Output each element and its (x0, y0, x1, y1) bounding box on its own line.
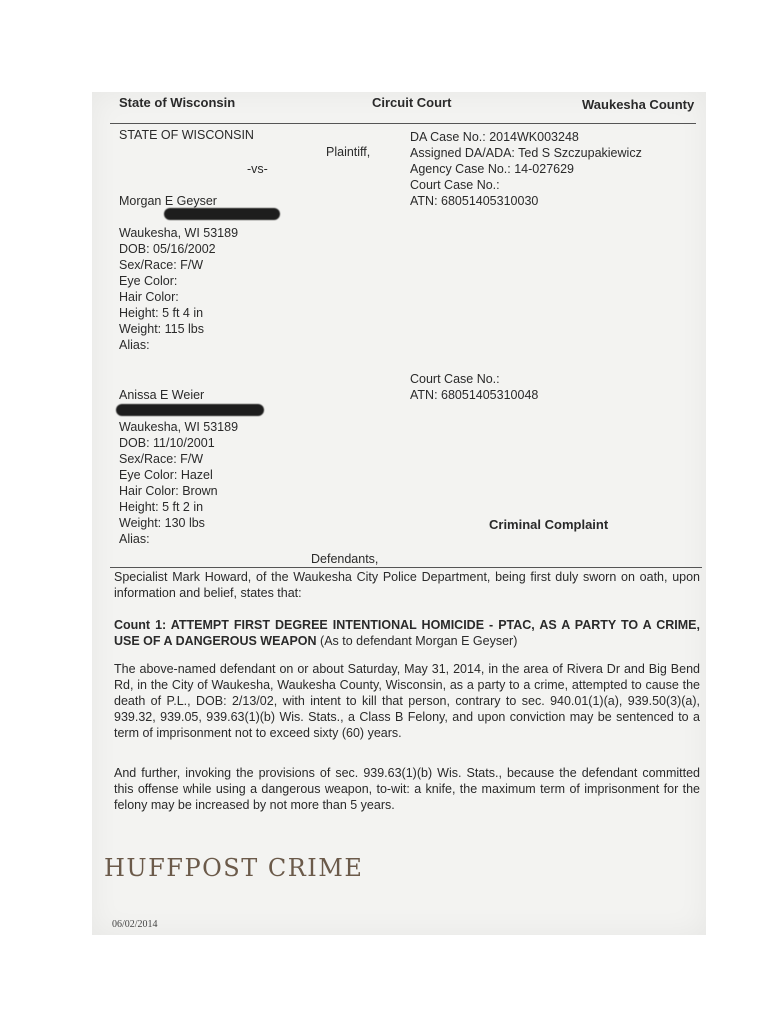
assigned-da: Assigned DA/ADA: Ted S Szczupakiewicz (410, 146, 642, 160)
footer-date: 06/02/2014 (112, 919, 158, 930)
defendant1-hair: Hair Color: (119, 290, 179, 304)
header-county: Waukesha County (582, 97, 695, 112)
defendant1-dob: DOB: 05/16/2002 (119, 242, 216, 256)
defendant1-name: Morgan E Geyser (119, 194, 217, 208)
count1-defendant-note: (As to defendant Morgan E Geyser) (320, 634, 518, 648)
count1-paragraph-2: And further, invoking the provisions of sec. 939.63(1)(b) Wis. Stats., because the defendant committed this offense while using a dangerous weapon, to-wit: a knife, the maximum term of imprisonment for the felony may be increased by not more than 5 years. (114, 766, 700, 812)
defendant2-city: Waukesha, WI 53189 (119, 420, 239, 434)
header-state: State of Wisconsin (119, 95, 236, 110)
intro-paragraph: Specialist Mark Howard, of the Waukesha City Police Department, being first duly sworn on oath, upon information and belief, states that: (114, 570, 700, 600)
plaintiff-name: STATE OF WISCONSIN (119, 128, 254, 142)
complaint-document (92, 92, 706, 935)
defendant2-hair: Hair Color: Brown (119, 484, 218, 498)
defendant1-alias: Alias: (119, 338, 150, 352)
header-court: Circuit Court (372, 95, 452, 110)
defendant2-alias: Alias: (119, 532, 150, 546)
defendant2-dob: DOB: 11/10/2001 (119, 436, 215, 450)
agency-case-number: Agency Case No.: 14-027629 (410, 162, 574, 176)
defendant1-height: Height: 5 ft 4 in (119, 306, 204, 320)
plaintiff-label: Plaintiff, (326, 145, 371, 159)
defendant1-eye: Eye Color: (119, 274, 178, 288)
atn-1: ATN: 68051405310030 (410, 194, 539, 208)
defendant2-height: Height: 5 ft 2 in (119, 500, 204, 514)
redaction-mark (164, 208, 280, 220)
atn-2: ATN: 68051405310048 (410, 388, 539, 402)
defendant2-name: Anissa E Weier (119, 388, 205, 402)
da-case-number: DA Case No.: 2014WK003248 (410, 130, 579, 144)
count1-heading-block (114, 617, 700, 649)
court-case-number-1: Court Case No.: (410, 178, 500, 192)
defendant1-city: Waukesha, WI 53189 (119, 226, 239, 240)
redaction-mark (116, 404, 264, 416)
huffpost-crime-watermark: HUFFPOST CRIME (104, 854, 364, 882)
defendant2-weight: Weight: 130 lbs (119, 516, 205, 530)
count1-heading: Count 1: ATTEMPT FIRST DEGREE INTENTIONAL HOMICIDE - PTAC, AS A PARTY TO A CRIME, USE OF A DANGEROUS WEAPON (114, 618, 700, 648)
court-case-number-2: Court Case No.: (410, 372, 500, 386)
complaint-title: Criminal Complaint (489, 517, 609, 532)
defendant2-sex-race: Sex/Race: F/W (119, 452, 204, 466)
caption-rule (110, 567, 702, 568)
defendant1-sex-race: Sex/Race: F/W (119, 258, 204, 272)
defendants-label: Defendants, (311, 552, 379, 566)
versus-label: -vs- (247, 162, 268, 176)
defendant2-eye: Eye Color: Hazel (119, 468, 213, 482)
header-rule (110, 123, 696, 124)
count1-paragraph-1: The above-named defendant on or about Saturday, May 31, 2014, in the area of Rivera Dr and Big Bend Rd, in the City of Waukesha, Waukesha County, Wisconsin, as a party to a crime, attempted to cause the death of P.L., DOB: 2/13/02, with intent to kill that person, contrary to sec. 940.01(1)(a), 939.50(3)(a), 939.32, 939.05, 939.63(1)(b) Wis. Stats., a Class B Felony, and upon conviction may be sentenced to a term of imprisonment not to exceed sixty (60) years. (114, 662, 700, 740)
defendant1-weight: Weight: 115 lbs (119, 322, 205, 336)
